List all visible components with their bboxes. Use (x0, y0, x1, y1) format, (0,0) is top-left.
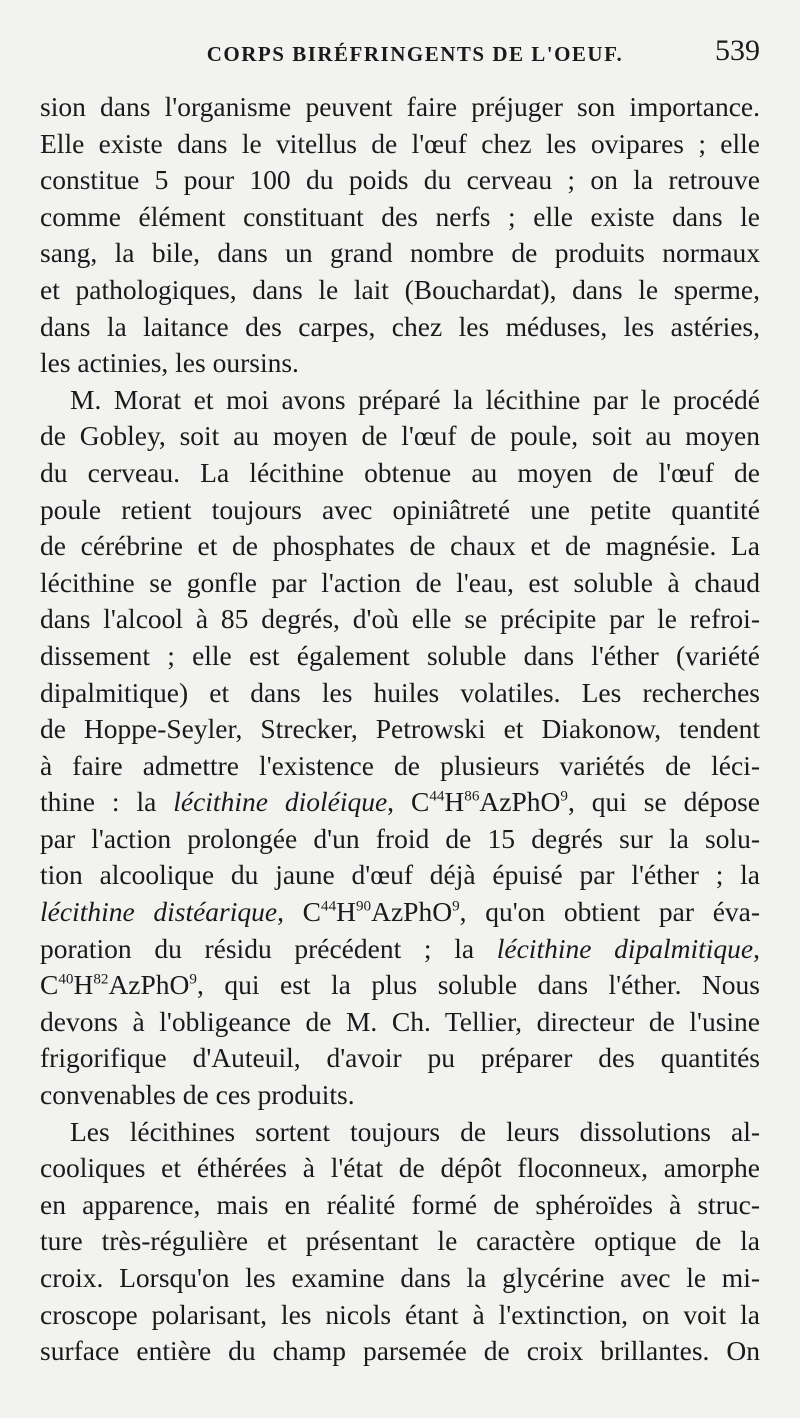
text-line: sang, la bile, dans un grand nombre de produits normaux (40, 237, 760, 269)
text-line: cooliques et éthérées à l'état de dépôt floconneux, amorphe (40, 1152, 760, 1184)
text-line: convenables de ces produits. (40, 1079, 355, 1111)
text-line: poule retient toujours avec opiniâtreté une petite quantité (40, 493, 760, 525)
text-line: M. Morat et moi avons préparé la lécithine par le procédé (70, 383, 760, 415)
text-line: dipalmitique) et dans les huiles volatiles. Les recherches (40, 676, 760, 708)
text-fragment: poration du résidu précédent ; la (40, 932, 497, 964)
text-fragment: , (753, 932, 760, 964)
page-header (40, 34, 760, 74)
text-fragment: , C (277, 896, 322, 928)
text-fragment: H (444, 786, 465, 818)
text-line: du cerveau. La lécithine obtenue au moyen de l'œuf de (40, 456, 760, 488)
text-fragment: C (40, 969, 59, 1001)
superscript: 9 (189, 971, 197, 988)
text-fragment: AzPhO (371, 896, 453, 928)
text-line-rich (40, 784, 760, 821)
text-line: Les lécithines sortent toujours de leurs dissolutions al- (70, 1115, 760, 1147)
text-line: Elle existe dans le vitellus de l'œuf chez les ovipares ; elle (40, 127, 760, 159)
superscript: 44 (429, 788, 445, 805)
text-line: lécithine se gonfle par l'action de l'eau, est soluble à chaud (40, 566, 760, 598)
text-line: les actinies, les oursins. (40, 347, 299, 379)
text-line: à faire admettre l'existence de plusieurs variétés de léci- (40, 749, 760, 781)
text-fragment: , qui est la plus soluble dans l'éther. Nous (196, 969, 760, 1001)
text-fragment: H (73, 969, 94, 1001)
text-line: sion dans l'organisme peuvent faire préjuger son importance. (40, 91, 760, 122)
text-line: dans l'alcool à 85 degrés, d'où elle se précipite par le refroi- (40, 603, 760, 635)
text-fragment: , qu'on obtient par éva- (459, 896, 761, 928)
text-line: dissement ; elle est également soluble dans l'éther (variété (40, 639, 760, 671)
italic-term: lécithine distéarique (40, 896, 278, 928)
text-line: en apparence, mais en réalité formé de sphéroïdes à struc- (40, 1188, 760, 1220)
text-line: de cérébrine et de phosphates de chaux et de magnésie. La (40, 530, 760, 562)
page-number: 539 (715, 34, 760, 67)
text-fragment: , qui se dépose (567, 786, 760, 818)
text-line: et pathologiques, dans le lait (Bouchardat), dans le sperme, (40, 273, 760, 305)
superscript: 9 (560, 788, 568, 805)
italic-term: lécithine dioléique (173, 786, 388, 818)
text-fragment: H (336, 896, 356, 928)
text-line: comme élément constituant des nerfs ; elle existe dans le (40, 200, 760, 232)
text-line: dans la laitance des carpes, chez les méduses, les astéries, (40, 310, 760, 342)
text-line: croix. Lorsqu'on les examine dans la glycérine avec le mi- (40, 1262, 760, 1293)
text-line: surface entière du champ parsemée de croix brillantes. On (40, 1335, 760, 1367)
italic-term: lécithine dipalmitique (496, 932, 754, 964)
text-line-rich (40, 894, 760, 931)
text-line: de Gobley, soit au moyen de l'œuf de poule, soit au moyen (40, 420, 760, 452)
text-line: croscope polarisant, les nicols étant à l'extinction, on voit la (40, 1298, 760, 1330)
body-text (40, 89, 760, 1370)
superscript: 90 (356, 898, 372, 915)
text-line-rich (40, 931, 760, 968)
text-fragment: AzPhO (479, 786, 561, 818)
text-line: par l'action prolongée d'un froid de 15 degrés sur la solu- (40, 822, 760, 854)
superscript: 40 (58, 971, 74, 988)
superscript: 86 (464, 788, 480, 805)
text-fragment: thine : la (40, 786, 174, 818)
text-line: constitue 5 pour 100 du poids du cerveau ; on la retrouve (40, 164, 760, 196)
text-line: frigorifique d'Auteuil, d'avoir pu préparer des quantités (40, 1042, 760, 1074)
running-head: CORPS BIRÉFRINGENTS DE L'OEUF. (206, 42, 624, 66)
text-line: devons à l'obligeance de M. Ch. Tellier, directeur de l'usine (40, 1005, 760, 1037)
text-line: de Hoppe-Seyler, Strecker, Petrowski et Diakonow, tendent (40, 713, 760, 745)
text-fragment: , C (387, 786, 430, 818)
text-line: ture très-régulière et présentant le caractère optique de la (40, 1225, 760, 1257)
superscript: 9 (452, 898, 460, 915)
text-line-rich (40, 967, 760, 1004)
superscript: 82 (93, 971, 109, 988)
text-line: tion alcoolique du jaune d'œuf déjà épuisé par l'éther ; la (40, 859, 760, 891)
superscript: 44 (321, 898, 337, 915)
text-fragment: AzPhO (108, 969, 190, 1001)
